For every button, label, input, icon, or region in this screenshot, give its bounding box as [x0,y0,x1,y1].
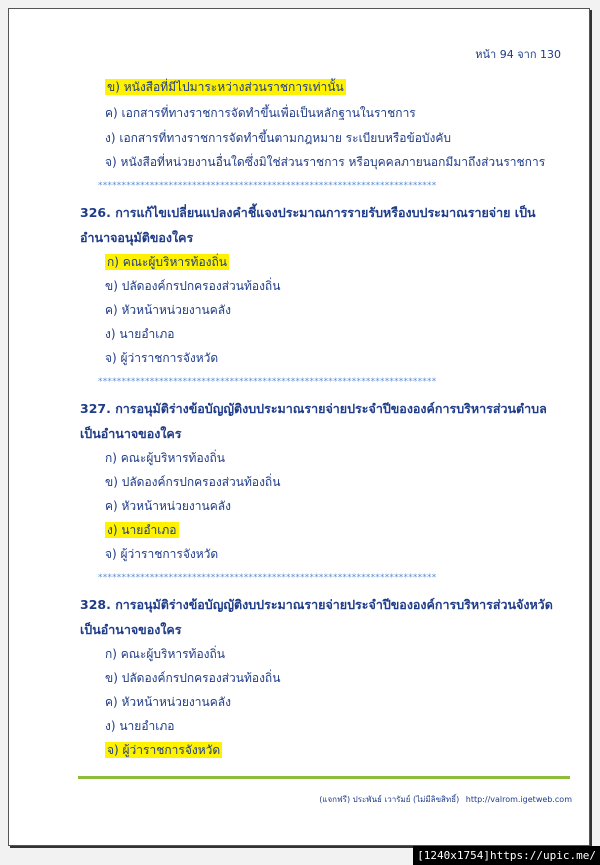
q328-option-c: ค) หัวหน้าหน่วยงานคลัง [105,695,231,709]
q328-option-b: ข) ปลัดองค์กรปกครองส่วนท้องถิ่น [105,671,281,685]
q328-option-d: ง) นายอำเภอ [105,719,175,733]
q327-option-e: จ) ผู้ว่าราชการจังหวัด [105,547,219,561]
q328-option-a: ก) คณะผู้บริหารท้องถิ่น [105,647,225,661]
footer [319,793,572,806]
separator: ************************************************************************ [98,377,437,387]
q326-option-b: ข) ปลัดองค์กรปกครองส่วนท้องถิ่น [105,279,281,293]
q326-option-a: ก) คณะผู้บริหารท้องถิ่น [107,255,227,269]
q327-option-a: ก) คณะผู้บริหารท้องถิ่น [105,451,225,465]
question-327-line2: เป็นอำนาจของใคร [80,426,182,441]
prev-option-b: ข) หนังสือที่มีไปมาระหว่างส่วนราชการเท่านั้น [107,80,344,94]
q326-option-e: จ) ผู้ว่าราชการจังหวัด [105,351,219,365]
prev-option-e: จ) หนังสือที่หน่วยงานอื่นใดซึ่งมิใช่ส่วนราชการ หรือบุคคลภายนอกมีมาถึงส่วนราชการ [105,155,546,169]
q326-option-c: ค) หัวหน้าหน่วยงานคลัง [105,303,231,317]
q328-option-e: จ) ผู้ว่าราชการจังหวัด [107,743,221,757]
question-326-line2: อำนาจอนุมัติของใคร [80,230,194,245]
question-328-line1: 328. การอนุมัติร่างข้อบัญญัติงบประมาณรายจ่ายประจำปีขององค์การบริหารส่วนจังหวัด [80,597,553,612]
q327-option-c: ค) หัวหน้าหน่วยงานคลัง [105,499,231,513]
page-number: หน้า 94 จาก 130 [475,48,561,61]
separator: ************************************************************************ [98,181,437,191]
image-source-badge: [1240x1754]https://upic.me/ [413,846,600,865]
q327-option-b: ข) ปลัดองค์กรปกครองส่วนท้องถิ่น [105,475,281,489]
separator: ************************************************************************ [98,573,437,583]
question-327-line1: 327. การอนุมัติร่างข้อบัญญัติงบประมาณรายจ่ายประจำปีขององค์การบริหารส่วนตำบล [80,401,547,416]
prev-option-c: ค) เอกสารที่ทางราชการจัดทำขึ้นเพื่อเป็นหลักฐานในราชการ [105,106,416,120]
q327-option-d: ง) นายอำเภอ [107,523,177,537]
prev-option-d: ง) เอกสารที่ทางราชการจัดทำขึ้นตามกฎหมาย ระเบียบหรือข้อบังคับ [105,131,452,145]
question-328-line2: เป็นอำนาจของใคร [80,622,182,637]
question-326-line1: 326. การแก้ไขเปลี่ยนแปลงคำชี้แจงประมาณการรายรับหรืองบประมาณรายจ่าย เป็น [80,205,536,220]
footer-divider [78,776,570,779]
q326-option-d: ง) นายอำเภอ [105,327,175,341]
footer-credit: (แจกฟรี) ประพันธ์ เวารัมย์ (ไม่มีลิขสิทธิ์) [319,795,460,804]
footer-url[interactable]: http://valrom.igetweb.com [465,795,572,804]
